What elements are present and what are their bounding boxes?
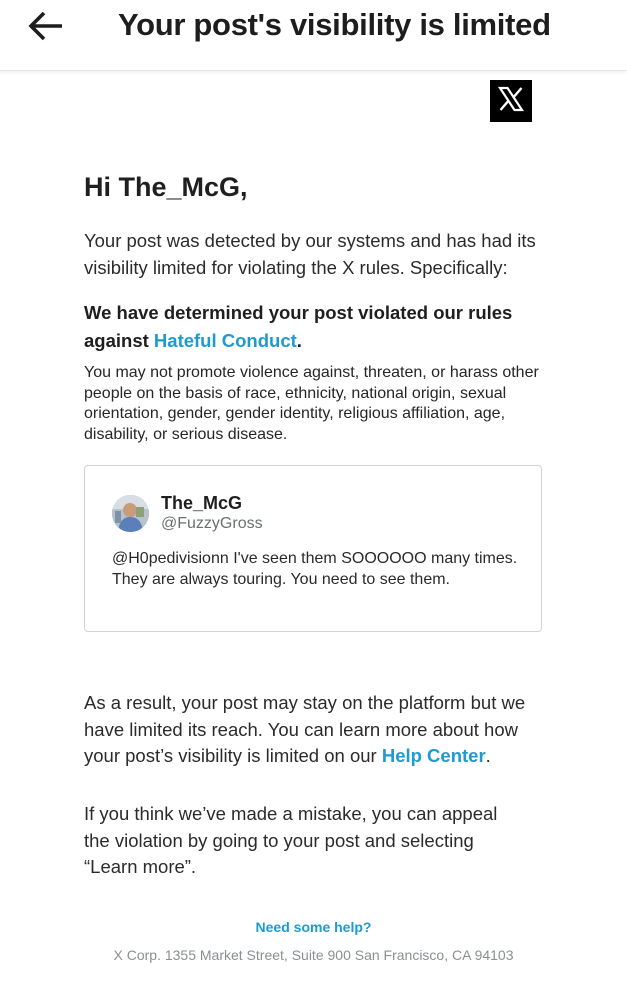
help-center-link[interactable]: Help Center (381, 745, 486, 766)
hateful-conduct-link[interactable]: Hateful Conduct (153, 330, 297, 351)
post-text: @H0pedivisionn I've seen them SOOOOOO many times. They are always touring. You need to see them. (112, 550, 518, 588)
app-header (0, 0, 627, 71)
violation-text: We have determined your post violated our rules against (84, 302, 513, 351)
result-paragraph (84, 690, 544, 770)
post-card (84, 465, 542, 632)
back-button[interactable] (26, 8, 76, 44)
company-address: X Corp. 1355 Market Street, Suite 900 San Francisco, CA 94103 (113, 947, 514, 963)
page-title: Your post's visibility is limited (118, 7, 551, 42)
rule-description: You may not promote violence against, threaten, or harass other people on the basis of race, ethnicity, national origin, sexual orientation, gender, gender identity, religious affiliation, age, disability, or serious disease. (84, 364, 539, 444)
need-help-link[interactable]: Need some help? (255, 919, 372, 935)
x-logo (490, 80, 532, 122)
arrow-left-icon (26, 8, 76, 44)
violation-statement (84, 299, 524, 355)
avatar (112, 495, 149, 532)
violation-period: . (296, 330, 302, 351)
post-display-name: The_McG (161, 493, 243, 513)
x-logo-icon (497, 85, 525, 118)
post-handle: @FuzzyGross (161, 515, 263, 532)
appeal-paragraph: If you think we’ve made a mistake, you can appeal the violation by going to your post and selecting “Learn more”. (84, 803, 498, 877)
result-period: . (485, 745, 491, 766)
intro-paragraph: Your post was detected by our systems and has had its visibility limited for violating the X rules. Specifically: (84, 230, 536, 278)
greeting-heading: Hi The_McG, (84, 172, 248, 202)
result-text: As a result, your post may stay on the platform but we have limited its reach. You can learn more about how your post’s visibility is limited on our (84, 692, 526, 766)
